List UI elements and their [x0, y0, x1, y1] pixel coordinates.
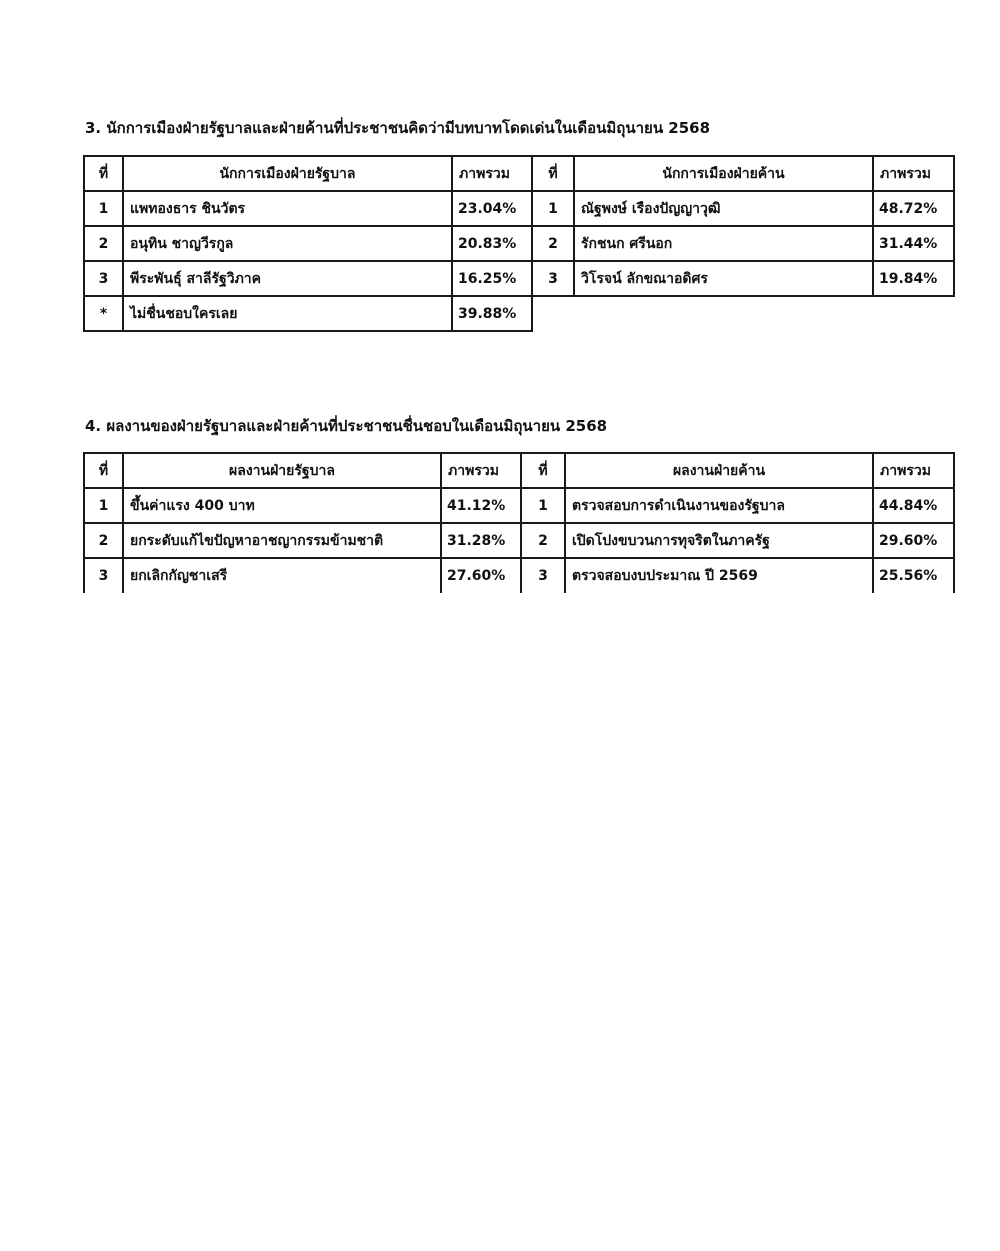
empty-cell	[532, 296, 954, 331]
gov-performance-item: ยกเลิกกัญชาเสรี	[123, 558, 441, 593]
header-no: ที่	[84, 156, 123, 191]
opp-rank: 1	[521, 488, 565, 523]
header-overall: ภาพรวม	[441, 453, 521, 488]
table-header-row	[84, 453, 954, 488]
opp-politician-name: รักชนก ศรีนอก	[574, 226, 873, 261]
opp-percentage: 25.56%	[873, 558, 954, 593]
table-row	[84, 191, 954, 226]
table-row	[84, 296, 954, 331]
gov-rank: 1	[84, 191, 123, 226]
header-overall: ภาพรวม	[873, 453, 954, 488]
gov-politician-name: ไม่ชื่นชอบใครเลย	[123, 296, 452, 331]
gov-performance-item: ขึ้นค่าแรง 400 บาท	[123, 488, 441, 523]
opp-percentage: 29.60%	[873, 523, 954, 558]
opp-rank: 2	[521, 523, 565, 558]
opp-percentage: 44.84%	[873, 488, 954, 523]
opp-performance-item: เปิดโปงขบวนการทุจริตในภาครัฐ	[565, 523, 873, 558]
table-row	[84, 226, 954, 261]
opp-rank: 3	[521, 558, 565, 593]
gov-percentage: 16.25%	[452, 261, 532, 296]
header-no: ที่	[521, 453, 565, 488]
opp-rank: 3	[532, 261, 574, 296]
table-row	[84, 261, 954, 296]
gov-rank: 3	[84, 261, 123, 296]
header-overall: ภาพรวม	[873, 156, 954, 191]
opp-rank: 2	[532, 226, 574, 261]
section-3-title: 3. นักการเมืองฝ่ายรัฐบาลและฝ่ายค้านที่ประชาชนคิดว่ามีบทบาทโดดเด่นในเดือนมิถุนายน 2568	[85, 119, 711, 137]
opp-percentage: 31.44%	[873, 226, 954, 261]
opp-performance-item: ตรวจสอบงบประมาณ ปี 2569	[565, 558, 873, 593]
gov-rank: *	[84, 296, 123, 331]
header-no: ที่	[532, 156, 574, 191]
opp-politician-name: วิโรจน์ ลักขณาอดิศร	[574, 261, 873, 296]
table-header-row	[84, 156, 954, 191]
gov-performance-item: ยกระดับแก้ไขปัญหาอาชญากรรมข้ามชาติ	[123, 523, 441, 558]
header-no: ที่	[84, 453, 123, 488]
gov-percentage: 27.60%	[441, 558, 521, 593]
opp-performance-item: ตรวจสอบการดำเนินงานของรัฐบาล	[565, 488, 873, 523]
gov-percentage: 20.83%	[452, 226, 532, 261]
table-row	[84, 523, 954, 558]
header-gov-politician: นักการเมืองฝ่ายรัฐบาล	[123, 156, 452, 191]
opp-politician-name: ณัฐพงษ์ เรืองปัญญาวุฒิ	[574, 191, 873, 226]
gov-politician-name: แพทองธาร ชินวัตร	[123, 191, 452, 226]
header-gov-performance: ผลงานฝ่ายรัฐบาล	[123, 453, 441, 488]
table-row	[84, 558, 954, 593]
gov-politician-name: พีระพันธุ์ สาลีรัฐวิภาค	[123, 261, 452, 296]
gov-percentage: 31.28%	[441, 523, 521, 558]
opp-percentage: 48.72%	[873, 191, 954, 226]
gov-rank: 2	[84, 523, 123, 558]
politicians-table	[83, 155, 955, 332]
opp-rank: 1	[532, 191, 574, 226]
gov-rank: 3	[84, 558, 123, 593]
opp-percentage: 19.84%	[873, 261, 954, 296]
header-opp-performance: ผลงานฝ่ายค้าน	[565, 453, 873, 488]
header-overall: ภาพรวม	[452, 156, 532, 191]
gov-rank: 2	[84, 226, 123, 261]
performance-table	[83, 452, 955, 593]
gov-percentage: 39.88%	[452, 296, 532, 331]
gov-politician-name: อนุทิน ชาญวีรกูล	[123, 226, 452, 261]
table-row	[84, 488, 954, 523]
gov-percentage: 41.12%	[441, 488, 521, 523]
gov-rank: 1	[84, 488, 123, 523]
section-4-title: 4. ผลงานของฝ่ายรัฐบาลและฝ่ายค้านที่ประชาชนชื่นชอบในเดือนมิถุนายน 2568	[85, 417, 608, 435]
gov-percentage: 23.04%	[452, 191, 532, 226]
header-opp-politician: นักการเมืองฝ่ายค้าน	[574, 156, 873, 191]
